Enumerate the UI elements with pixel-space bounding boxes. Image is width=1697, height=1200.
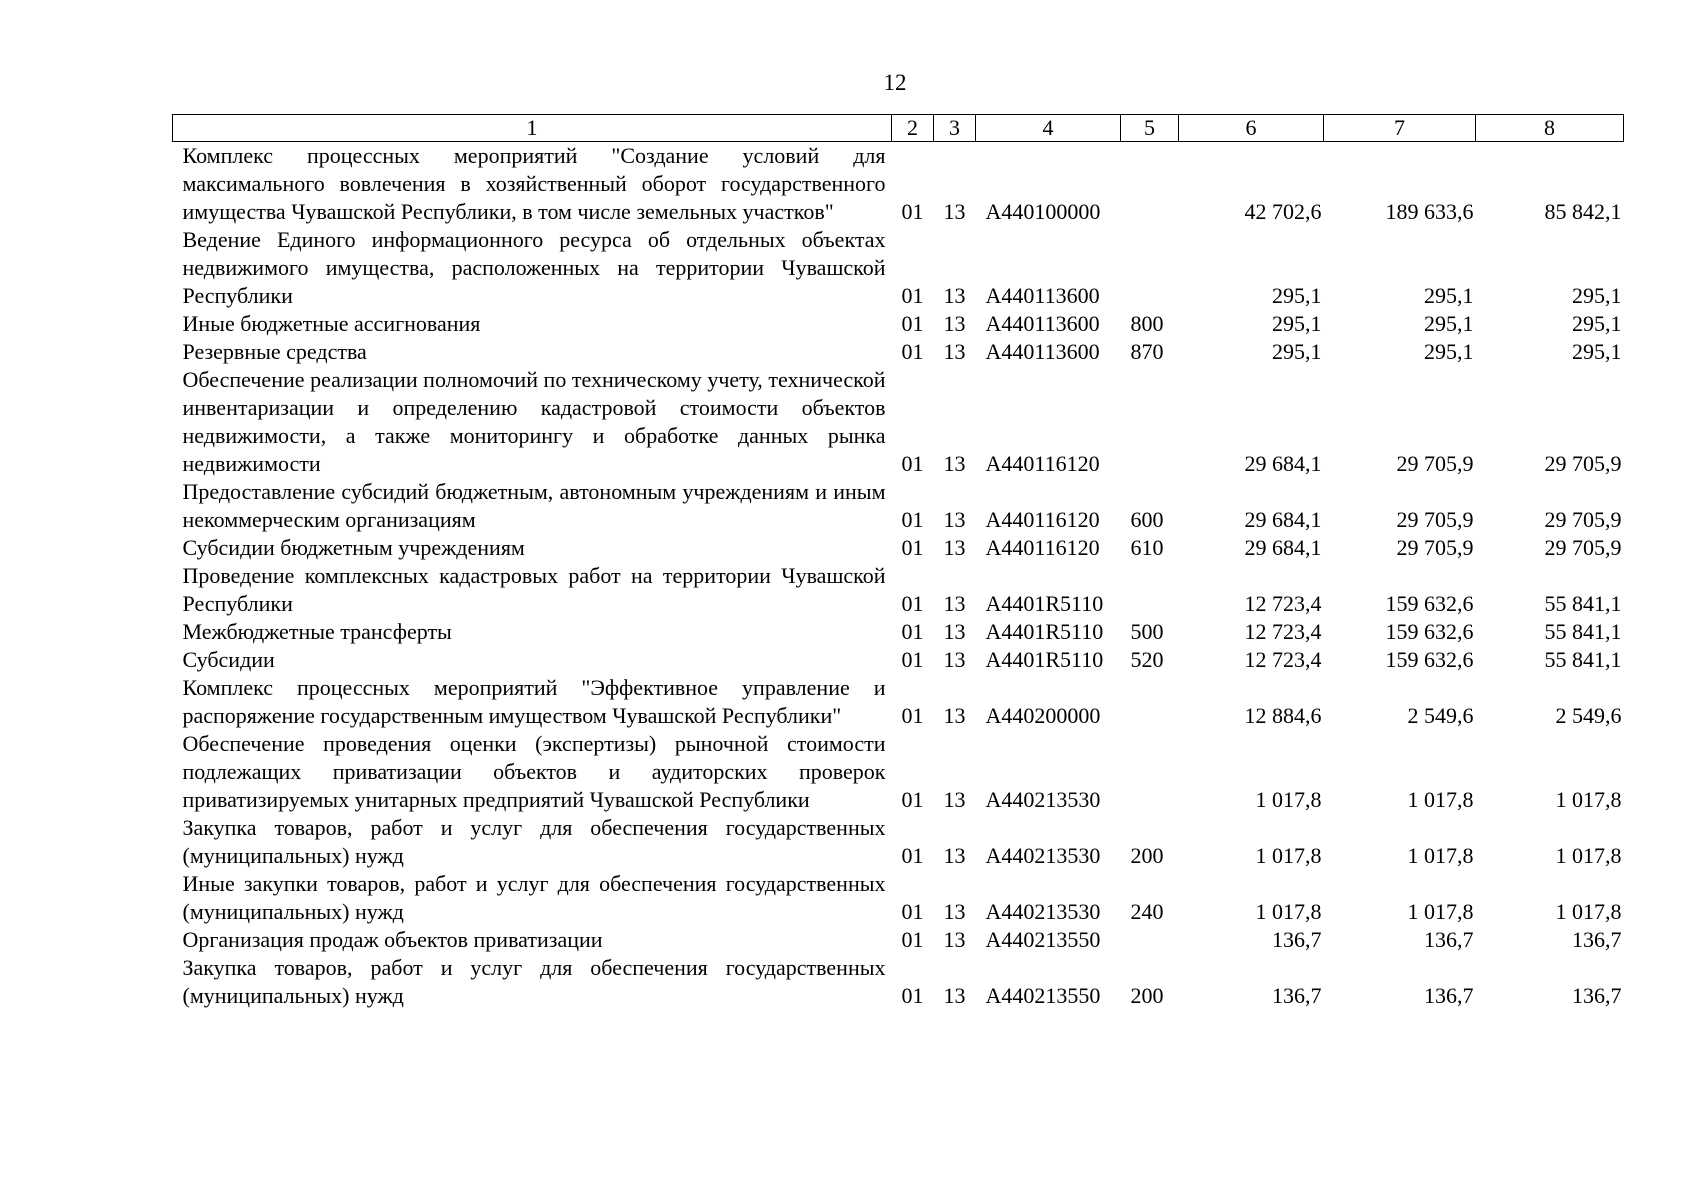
row-target-article: А4401R5110 xyxy=(985,619,1104,644)
row-amount-col6: 12 723,4 xyxy=(1244,619,1322,644)
row-amount-col6: 12 723,4 xyxy=(1244,647,1322,672)
row-amount-col6: 1 017,8 xyxy=(1255,843,1322,868)
row-section: 01 xyxy=(901,451,924,476)
row-name: Проведение комплексных кадастровых работ на территории Чувашской Республики xyxy=(182,563,886,616)
row-amount-col8: 1 017,8 xyxy=(1555,843,1622,868)
row-amount-col8: 1 017,8 xyxy=(1555,899,1622,924)
row-section: 01 xyxy=(901,507,924,532)
row-expense-type xyxy=(1121,226,1179,310)
header-col-5: 5 xyxy=(1121,115,1179,142)
row-subsection: 13 xyxy=(943,535,966,560)
row-amount-col8: 85 842,1 xyxy=(1544,199,1622,224)
table-row xyxy=(173,870,1624,926)
row-name: Ведение Единого информационного ресурса об отдельных объектах недвижимого имущества, расположенных на территории Чувашской Республики xyxy=(182,227,886,308)
row-section: 01 xyxy=(901,591,924,616)
row-amount-col6: 29 684,1 xyxy=(1244,451,1322,476)
row-amount-col6: 29 684,1 xyxy=(1244,507,1322,532)
row-target-article: А440116120 xyxy=(985,535,1100,560)
row-amount-col8: 55 841,1 xyxy=(1544,591,1622,616)
row-expense-type: 600 xyxy=(1130,507,1164,532)
row-target-article: А440200000 xyxy=(985,703,1101,728)
row-name: Обеспечение реализации полномочий по техническому учету, технической инвентаризации и определению кадастровой стоимости объектов недвижимости, а также мониторингу и обработке данных рынка недвижимости xyxy=(182,367,886,476)
row-amount-col7: 189 633,6 xyxy=(1385,199,1474,224)
row-amount-col7: 159 632,6 xyxy=(1385,591,1474,616)
row-section: 01 xyxy=(901,339,924,364)
table-row xyxy=(173,646,1624,674)
row-name: Комплекс процессных мероприятий "Создание условий для максимального вовлечения в хозяйственный оборот государственного имущества Чувашской Республики, в том числе земельных участков" xyxy=(182,143,886,224)
row-name: Субсидии xyxy=(182,647,275,672)
row-amount-col8: 1 017,8 xyxy=(1555,787,1622,812)
row-section: 01 xyxy=(901,535,924,560)
row-name: Закупка товаров, работ и услуг для обеспечения государственных (муниципальных) нужд xyxy=(182,815,886,868)
row-amount-col7: 136,7 xyxy=(1424,927,1474,952)
table-row xyxy=(173,730,1624,814)
header-col-2: 2 xyxy=(892,115,934,142)
row-target-article: А440113600 xyxy=(985,283,1100,308)
table-body xyxy=(173,142,1624,1011)
row-name: Предоставление субсидий бюджетным, автономным учреждениям и иным некоммерческим организациям xyxy=(182,479,886,532)
row-name: Субсидии бюджетным учреждениям xyxy=(182,535,525,560)
row-amount-col6: 42 702,6 xyxy=(1244,199,1322,224)
row-name: Иные бюджетные ассигнования xyxy=(182,311,481,336)
row-expense-type: 240 xyxy=(1130,899,1164,924)
table-row xyxy=(173,226,1624,310)
row-amount-col8: 55 841,1 xyxy=(1544,647,1622,672)
row-subsection: 13 xyxy=(943,619,966,644)
row-expense-type: 870 xyxy=(1130,339,1164,364)
row-amount-col6: 136,7 xyxy=(1272,927,1322,952)
row-name: Резервные средства xyxy=(182,339,367,364)
row-subsection: 13 xyxy=(943,199,966,224)
row-amount-col8: 29 705,9 xyxy=(1544,451,1622,476)
row-amount-col7: 1 017,8 xyxy=(1407,843,1474,868)
row-subsection: 13 xyxy=(943,899,966,924)
row-expense-type: 200 xyxy=(1130,983,1164,1008)
row-amount-col8: 29 705,9 xyxy=(1544,507,1622,532)
row-target-article: А440100000 xyxy=(985,199,1101,224)
row-expense-type: 200 xyxy=(1130,843,1164,868)
row-section: 01 xyxy=(901,899,924,924)
row-amount-col8: 29 705,9 xyxy=(1544,535,1622,560)
row-target-article: А440116120 xyxy=(985,507,1100,532)
row-subsection: 13 xyxy=(943,283,966,308)
table-row xyxy=(173,926,1624,954)
row-subsection: 13 xyxy=(943,843,966,868)
row-section: 01 xyxy=(901,647,924,672)
row-expense-type xyxy=(1121,366,1179,478)
table-row xyxy=(173,310,1624,338)
row-section: 01 xyxy=(901,199,924,224)
row-amount-col7: 159 632,6 xyxy=(1385,647,1474,672)
row-amount-col7: 29 705,9 xyxy=(1396,535,1474,560)
row-name: Комплекс процессных мероприятий "Эффективное управление и распоряжение государственным имуществом Чувашской Республики" xyxy=(182,675,886,728)
row-amount-col8: 295,1 xyxy=(1572,311,1622,336)
table-row xyxy=(173,618,1624,646)
row-target-article: А440116120 xyxy=(985,451,1100,476)
row-amount-col6: 12 884,6 xyxy=(1244,703,1322,728)
row-amount-col8: 136,7 xyxy=(1572,927,1622,952)
row-amount-col7: 295,1 xyxy=(1424,283,1474,308)
row-section: 01 xyxy=(901,927,924,952)
row-target-article: А440113600 xyxy=(985,339,1100,364)
row-expense-type: 520 xyxy=(1130,647,1164,672)
budget-table xyxy=(172,114,1624,1010)
page-number: 12 xyxy=(883,70,907,95)
row-expense-type xyxy=(1121,562,1179,618)
table-row xyxy=(173,142,1624,227)
row-target-article: А440113600 xyxy=(985,311,1100,336)
row-target-article: А440213530 xyxy=(985,843,1101,868)
row-amount-col6: 29 684,1 xyxy=(1244,535,1322,560)
row-subsection: 13 xyxy=(943,451,966,476)
row-amount-col6: 136,7 xyxy=(1272,983,1322,1008)
row-amount-col7: 1 017,8 xyxy=(1407,787,1474,812)
table-row xyxy=(173,814,1624,870)
row-expense-type xyxy=(1121,926,1179,954)
row-amount-col7: 29 705,9 xyxy=(1396,507,1474,532)
row-amount-col8: 295,1 xyxy=(1572,283,1622,308)
row-expense-type xyxy=(1121,142,1179,227)
row-amount-col8: 295,1 xyxy=(1572,339,1622,364)
row-subsection: 13 xyxy=(943,311,966,336)
row-section: 01 xyxy=(901,703,924,728)
row-target-article: А4401R5110 xyxy=(985,591,1104,616)
table-row xyxy=(173,478,1624,534)
row-name: Организация продаж объектов приватизации xyxy=(182,927,603,952)
header-col-7: 7 xyxy=(1324,115,1476,142)
row-subsection: 13 xyxy=(943,983,966,1008)
row-subsection: 13 xyxy=(943,787,966,812)
header-col-6: 6 xyxy=(1179,115,1324,142)
budget-table-container xyxy=(172,114,1623,1010)
row-subsection: 13 xyxy=(943,927,966,952)
row-name: Межбюджетные трансферты xyxy=(182,619,452,644)
table-row xyxy=(173,954,1624,1010)
row-expense-type: 500 xyxy=(1130,619,1164,644)
row-amount-col6: 295,1 xyxy=(1272,311,1322,336)
row-expense-type xyxy=(1121,674,1179,730)
table-row xyxy=(173,534,1624,562)
row-amount-col8: 2 549,6 xyxy=(1555,703,1622,728)
row-amount-col6: 12 723,4 xyxy=(1244,591,1322,616)
table-row xyxy=(173,366,1624,478)
header-col-3: 3 xyxy=(934,115,976,142)
row-amount-col6: 295,1 xyxy=(1272,339,1322,364)
row-section: 01 xyxy=(901,983,924,1008)
row-target-article: А4401R5110 xyxy=(985,647,1104,672)
row-expense-type: 610 xyxy=(1130,535,1164,560)
row-amount-col7: 295,1 xyxy=(1424,311,1474,336)
row-name: Иные закупки товаров, работ и услуг для обеспечения государственных (муниципальных) нужд xyxy=(182,871,886,924)
row-amount-col7: 2 549,6 xyxy=(1407,703,1474,728)
row-section: 01 xyxy=(901,283,924,308)
row-target-article: А440213530 xyxy=(985,899,1101,924)
header-col-4: 4 xyxy=(976,115,1121,142)
table-row xyxy=(173,674,1624,730)
table-row xyxy=(173,562,1624,618)
row-amount-col7: 295,1 xyxy=(1424,339,1474,364)
row-target-article: А440213530 xyxy=(985,787,1101,812)
row-subsection: 13 xyxy=(943,339,966,364)
row-expense-type xyxy=(1121,730,1179,814)
row-target-article: А440213550 xyxy=(985,927,1101,952)
row-amount-col6: 295,1 xyxy=(1272,283,1322,308)
row-name: Закупка товаров, работ и услуг для обеспечения государственных (муниципальных) нужд xyxy=(182,955,886,1008)
row-subsection: 13 xyxy=(943,703,966,728)
row-section: 01 xyxy=(901,311,924,336)
header-col-1: 1 xyxy=(173,115,892,142)
table-row xyxy=(173,338,1624,366)
row-amount-col7: 29 705,9 xyxy=(1396,451,1474,476)
row-amount-col8: 136,7 xyxy=(1572,983,1622,1008)
row-subsection: 13 xyxy=(943,507,966,532)
row-target-article: А440213550 xyxy=(985,983,1101,1008)
row-name: Обеспечение проведения оценки (экспертизы) рыночной стоимости подлежащих приватизации объектов и аудиторских проверок приватизируемых унитарных предприятий Чувашской Республики xyxy=(182,731,886,812)
row-section: 01 xyxy=(901,843,924,868)
row-amount-col8: 55 841,1 xyxy=(1544,619,1622,644)
row-expense-type: 800 xyxy=(1130,311,1164,336)
row-subsection: 13 xyxy=(943,647,966,672)
row-section: 01 xyxy=(901,787,924,812)
row-amount-col7: 159 632,6 xyxy=(1385,619,1474,644)
header-col-8: 8 xyxy=(1476,115,1624,142)
row-amount-col7: 136,7 xyxy=(1424,983,1474,1008)
row-amount-col6: 1 017,8 xyxy=(1255,787,1322,812)
row-amount-col6: 1 017,8 xyxy=(1255,899,1322,924)
row-section: 01 xyxy=(901,619,924,644)
row-amount-col7: 1 017,8 xyxy=(1407,899,1474,924)
row-subsection: 13 xyxy=(943,591,966,616)
table-header-row xyxy=(173,115,1624,142)
